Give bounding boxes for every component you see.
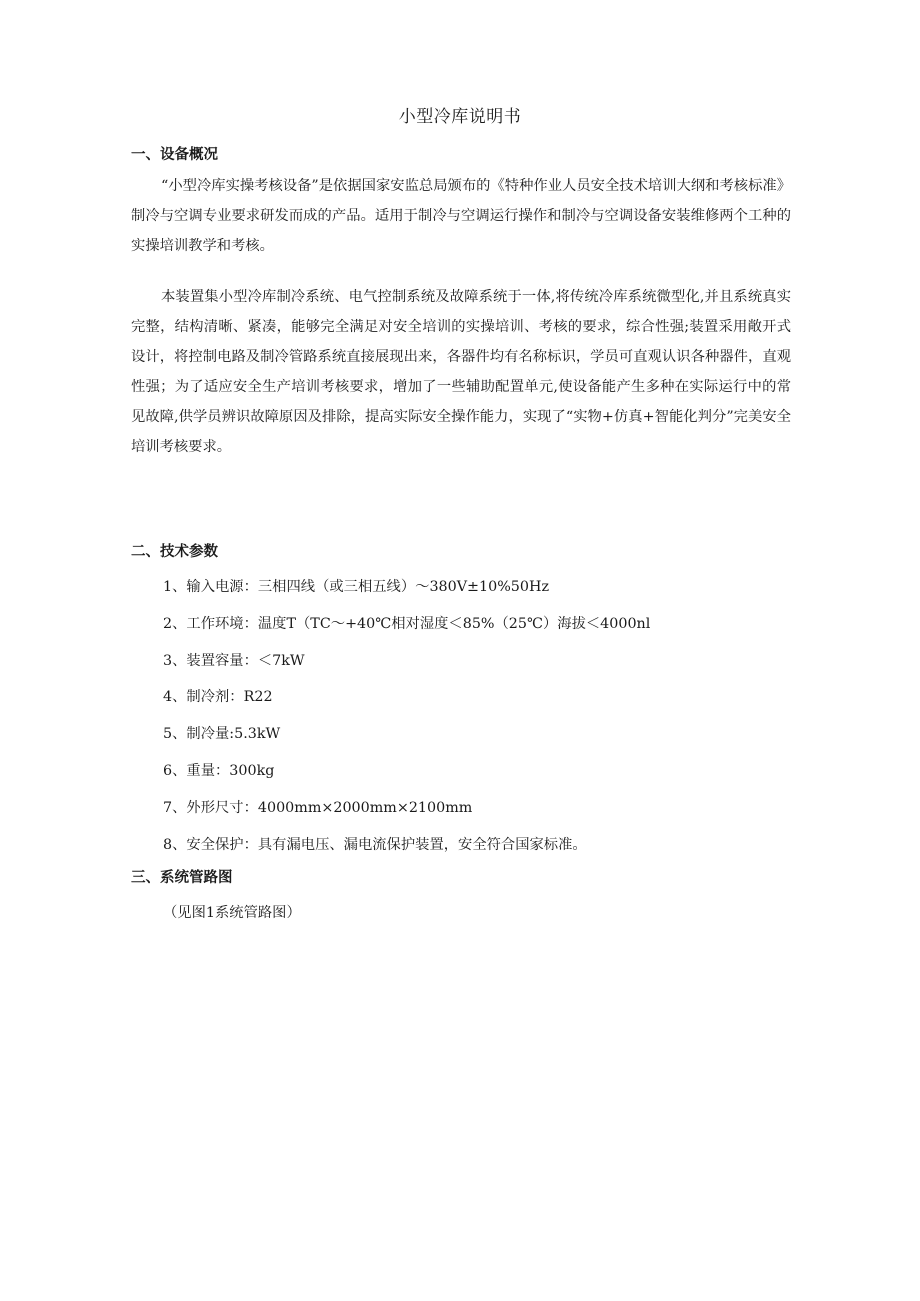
spec-item-cooling-capacity: 5、制冷量:5.3kW <box>163 726 281 743</box>
document-title: 小型冷库说明书 <box>398 107 522 127</box>
spec-item-capacity: 3、装置容量：＜7kW <box>163 652 305 669</box>
spec-item-refrigerant: 4、制冷剂：R22 <box>163 689 273 706</box>
spec-item-weight: 6、重量：300kg <box>163 762 275 779</box>
overview-paragraph-1: “小型冷库实操考核设备”是依据国家安监总局颁布的《特种作业人员安全技术培训大纲和考核标准》制冷与空调专业要求研发而成的产品。适用于制冷与空调运行操作和制冷与空调设备安装维修两个工种的实操培训教学和考核。 <box>131 178 791 254</box>
spec-item-environment: 2、工作环境：温度T（TC～+40℃相对湿度＜85%（25℃）海拔＜4000nl <box>163 615 651 632</box>
overview-paragraph-2: 本装置集小型冷库制冷系统、电气控制系统及故障系统于一体,将传统冷库系统微型化,并且系统真实完整，结构清晰、紧凑，能够完全满足对安全培训的实操培训、考核的要求，综合性强;装置采用敞开式设计，将控制电路及制冷管路系统直接展现出来，各器件均有名称标识，学员可直观认识各种器件，直观性强；为了适应安全生产培训考核要求，增加了一些辅助配置单元,使设备能产生多种在实际运行中的常见故障,供学员辨识故障原因及排除，提高实际安全操作能力，实现了“实物+仿真+智能化判分”完美安全培训考核要求。 <box>131 289 791 455</box>
spec-item-dimensions: 7、外形尺寸：4000mm×2000mm×2100mm <box>163 799 473 816</box>
section-heading-specs: 二、技术参数 <box>131 544 218 560</box>
diagram-reference-note: （见图1系统管路图） <box>163 905 301 921</box>
section-heading-overview: 一、设备概况 <box>131 147 218 163</box>
section-heading-diagram: 三、系统管路图 <box>131 870 233 886</box>
spec-item-power: 1、输入电源：三相四线（或三相五线）～380V±10%50Hz <box>163 579 549 595</box>
spec-item-safety: 8、安全保护：具有漏电压、漏电流保护装置，安全符合国家标准。 <box>163 836 587 853</box>
specs-list <box>163 572 650 866</box>
